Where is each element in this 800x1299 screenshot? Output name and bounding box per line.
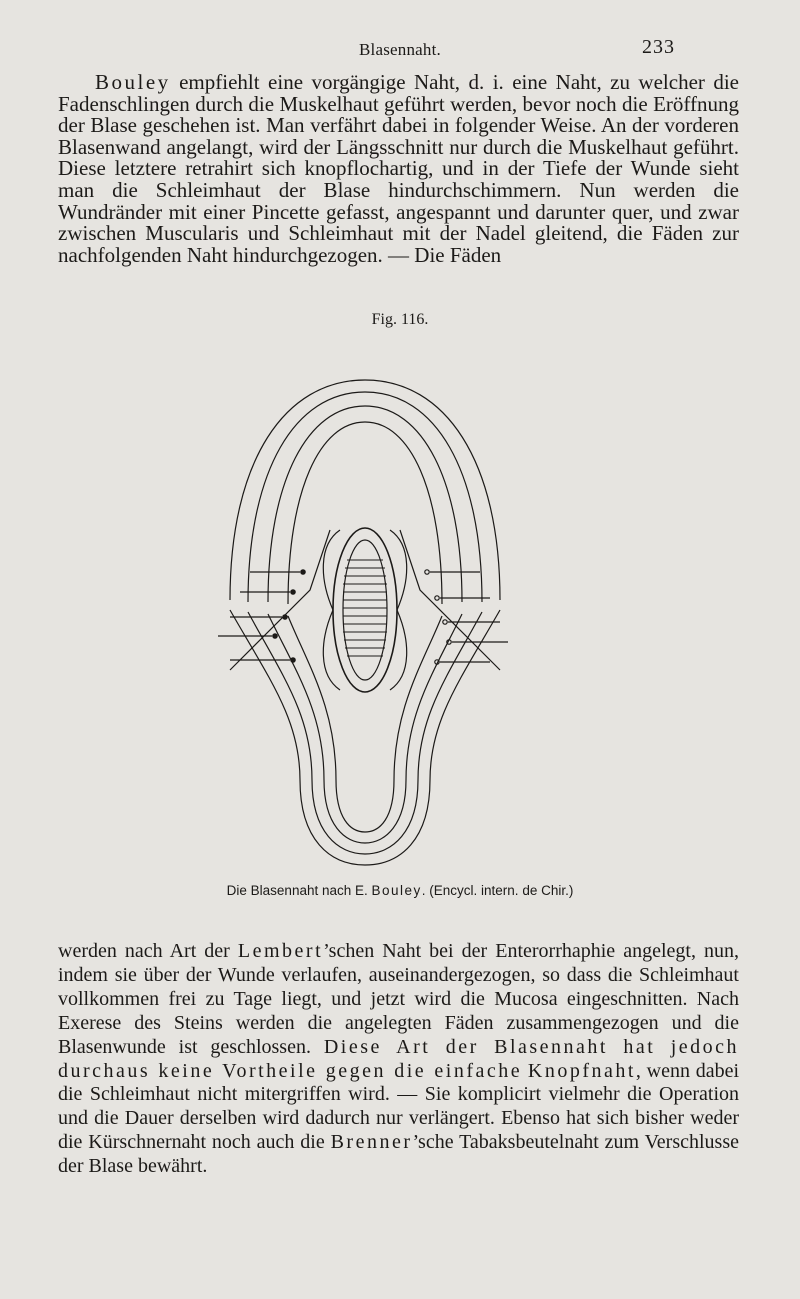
crossing-strand-left	[230, 530, 330, 670]
paragraph-1-text: empfiehlt eine vorgängige Naht, d. i. eine Naht, zu welcher die Fadenschlingen durch die Muskelhaut geführt werden, bevor noch die Eröffnung der Blase geschehen ist. Man verfährt dabei in folgender Weise. An der vorderen Blasenwand angelangt, wird der Längsschnitt nur durch die Muskelhaut geführt. Diese letztere retrahirt sich knopflochartig, und in der Tiefe der Wunde sieht man die Schleimhaut der Blase hindurchschimmern. Nun werden die Wundränder mit einer Pincette gefasst, angespannt und darunter quer, und zwar zwischen Muscularis und Schleimhaut mit der Nadel gleitend, die Fäden zur nachfolgenden Naht hindurchgezogen. — Die Fäden	[58, 70, 739, 267]
caption-text-before: Die Blasennaht nach E.	[226, 883, 372, 898]
upper-loop-2	[248, 392, 482, 602]
paragraph-1	[58, 72, 739, 266]
bladder-suture-figure	[190, 340, 540, 880]
knot-left-2	[291, 590, 295, 594]
author-name-lembert: Lembert	[237, 940, 324, 962]
suture-diagram	[190, 340, 540, 880]
incision-left-flap	[323, 530, 340, 690]
mucosa-hatching	[343, 560, 387, 656]
knot-right-2	[435, 596, 439, 600]
knot-left-1	[301, 570, 305, 574]
author-name-brenner: Brenner	[330, 1131, 413, 1154]
page-number: 233	[642, 36, 675, 58]
knot-left-4	[273, 634, 277, 638]
paragraph-2-text-4: , wenn dabei die Schleimhaut nicht mitergriffen wird. — Sie komplicirt vielmehr die Operation und die Dauer derselben wird dadurch nur verlängert. Ebenso hat sich bisher weder die Kürschnernaht noch auch die	[58, 1059, 740, 1154]
emphasis-knopfnaht: Knopfnaht	[527, 1059, 636, 1082]
upper-loop-4	[288, 422, 442, 604]
knot-right-3	[443, 620, 447, 624]
incision-right-flap	[390, 530, 407, 690]
author-name: Bouley	[95, 70, 171, 94]
caption-name: Bouley	[371, 883, 422, 898]
emphasis-statement: Diese Art der Blasennaht hat jedoch durchaus keine Vortheile gegen die einfache	[58, 1035, 739, 1082]
running-head: Blasennaht.	[359, 40, 441, 59]
knot-left-5	[291, 658, 295, 662]
paragraph-2	[58, 940, 739, 1179]
paragraph-2-text-5: ’sche Tabaksbeutelnaht zum Verschlusse der Blase bewährt.	[58, 1131, 739, 1178]
knot-right-1	[425, 570, 429, 574]
outer-loop-left-upper	[230, 380, 365, 600]
paragraph-2-text-2: ’schen Naht bei der Enterorrhaphie angelegt, nun, indem sie über der Wunde verlaufen, auseinandergezogen, so dass die Schleimhaut vollkommen frei zu Tage liegt, und jetzt wird die Mucosa eingeschnitten. Nach Exerese des Steins werden die angelegten Fäden zusammengezogen und die Blasenwunde ist geschlossen.	[58, 940, 739, 1058]
incision-inner	[343, 540, 387, 680]
paragraph-2-text-1: werden nach Art der	[58, 940, 238, 962]
caption-text-after: . (Encycl. intern. de Chir.)	[421, 883, 574, 898]
figure-caption	[0, 883, 800, 898]
knot-left-3	[283, 615, 287, 619]
outer-loop-right-upper	[365, 380, 500, 600]
figure-label: Fig. 116.	[371, 311, 429, 328]
crossing-strand-right	[400, 530, 500, 670]
